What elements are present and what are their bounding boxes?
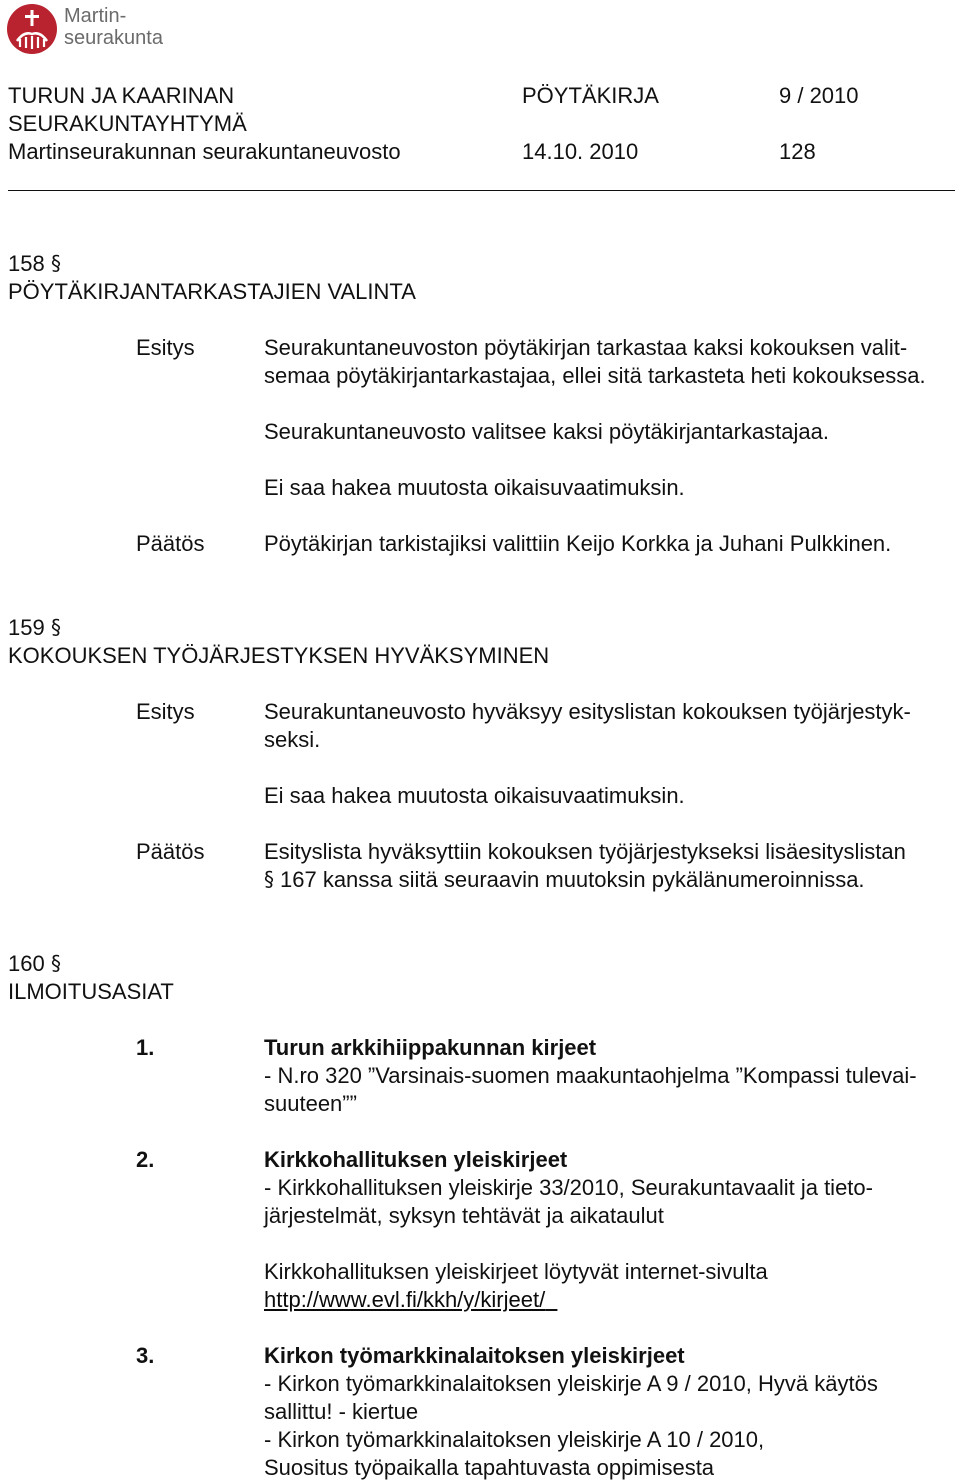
svg-text:§: §: [50, 252, 61, 274]
paatos-text: 167 kanssa siitä seuraavin muutoksin pykälänumeroinnissa.: [280, 867, 865, 892]
notice-2-extra: Kirkkohallituksen yleiskirjeet löytyvät internet-sivulta: [264, 1259, 768, 1284]
esitys-text-line-2: seksi.: [264, 727, 321, 752]
notice-2-title: Kirkkohallituksen yleiskirjeet: [264, 1147, 568, 1172]
svg-text:§: §: [50, 616, 61, 638]
doc-type: PÖYTÄKIRJA: [522, 83, 659, 108]
section-number: 159: [8, 615, 45, 640]
notice-1-title: Turun arkkihiippakunnan kirjeet: [264, 1035, 597, 1060]
doc-number: 9 / 2010: [779, 83, 859, 108]
header-divider: [8, 190, 955, 191]
notice-3-line-4: Suositus työpaikalla tapahtuvasta oppimisesta: [264, 1455, 715, 1480]
org-name-line-1: TURUN JA KAARINAN: [8, 83, 235, 108]
section-sign-icon: [51, 252, 65, 274]
notice-1-line-1: - N.ro 320 ”Varsinais-suomen maakuntaohjelma ”Kompassi tulevai-: [264, 1063, 917, 1088]
svg-text:§: §: [50, 952, 61, 974]
section-160-number: [8, 950, 65, 978]
logo-line-1: Martin-: [64, 5, 127, 27]
esitys-text-line-1: Seurakuntaneuvosto hyväksyy esityslistan kokouksen työjärjestyk-: [264, 699, 911, 724]
meeting-date: 14.10. 2010: [522, 139, 639, 164]
notice-1-number: 1.: [136, 1035, 155, 1060]
esitys-label: Esitys: [136, 335, 195, 360]
section-number: 160: [8, 951, 45, 976]
notice-3-title: Kirkon työmarkkinalaitoksen yleiskirjeet: [264, 1343, 685, 1368]
notice-2-line-2: järjestelmät, syksyn tehtävät ja aikataulut: [264, 1203, 664, 1228]
paatos-label: Päätös: [136, 531, 205, 556]
section-sign-icon: [51, 952, 65, 974]
notice-3-number: 3.: [136, 1343, 155, 1368]
appeal-note: Ei saa hakea muutosta oikaisuvaatimuksin.: [264, 475, 685, 500]
esitys-text-line-1: Seurakuntaneuvoston pöytäkirjan tarkastaa kaksi kokouksen valit-: [264, 335, 908, 360]
notice-1-line-2: suuteen””: [264, 1091, 357, 1116]
notice-2-link-row: [264, 1286, 557, 1314]
paatos-text-line-2: [264, 866, 865, 894]
section-159-number: [8, 614, 65, 642]
section-160-title: ILMOITUSASIAT: [8, 979, 174, 1004]
section-159-title: KOKOUKSEN TYÖJÄRJESTYKSEN HYVÄKSYMINEN: [8, 643, 550, 668]
paatos-text-line-1: Esityslista hyväksyttiin kokouksen työjärjestykseksi lisäesityslistan: [264, 839, 906, 864]
section-158-number: [8, 250, 65, 278]
kirjeet-link[interactable]: http://www.evl.fi/kkh/y/kirjeet/: [264, 1287, 546, 1312]
section-sign-icon: [51, 616, 65, 638]
esitys-text-line-2: semaa pöytäkirjantarkastajaa, ellei sitä tarkasteta heti kokouksessa.: [264, 363, 926, 388]
notice-3-line-2: sallittu! - kiertue: [264, 1399, 419, 1424]
body-name: Martinseurakunnan seurakuntaneuvosto: [8, 139, 401, 164]
svg-text:§: §: [264, 868, 274, 890]
notice-3-line-1: - Kirkon työmarkkinalaitoksen yleiskirje A 9 / 2010, Hyvä käytös: [264, 1371, 878, 1396]
org-name-line-2: SEURAKUNTAYHTYMÄ: [8, 111, 247, 136]
section-158-title: PÖYTÄKIRJANTARKASTAJIEN VALINTA: [8, 279, 416, 304]
church-logo: [6, 3, 186, 59]
section-sign-icon: [264, 868, 278, 890]
notice-2-number: 2.: [136, 1147, 155, 1172]
logo-wordmark: [64, 5, 163, 49]
esitys-text-line-3: Seurakuntaneuvosto valitsee kaksi pöytäkirjantarkastajaa.: [264, 419, 829, 444]
page-number: 128: [779, 139, 816, 164]
esitys-label: Esitys: [136, 699, 195, 724]
church-logo-icon: [6, 3, 58, 55]
notice-3-line-3: - Kirkon työmarkkinalaitoksen yleiskirje A 10 / 2010,: [264, 1427, 765, 1452]
appeal-note: Ei saa hakea muutosta oikaisuvaatimuksin.: [264, 783, 685, 808]
section-number: 158: [8, 251, 45, 276]
notice-2-line-1: - Kirkkohallituksen yleiskirje 33/2010, Seurakuntavaalit ja tieto-: [264, 1175, 873, 1200]
paatos-label: Päätös: [136, 839, 205, 864]
paatos-text-line-1: Pöytäkirjan tarkistajiksi valittiin Keijo Korkka ja Juhani Pulkkinen.: [264, 531, 892, 556]
logo-line-2: seurakunta: [64, 27, 163, 49]
